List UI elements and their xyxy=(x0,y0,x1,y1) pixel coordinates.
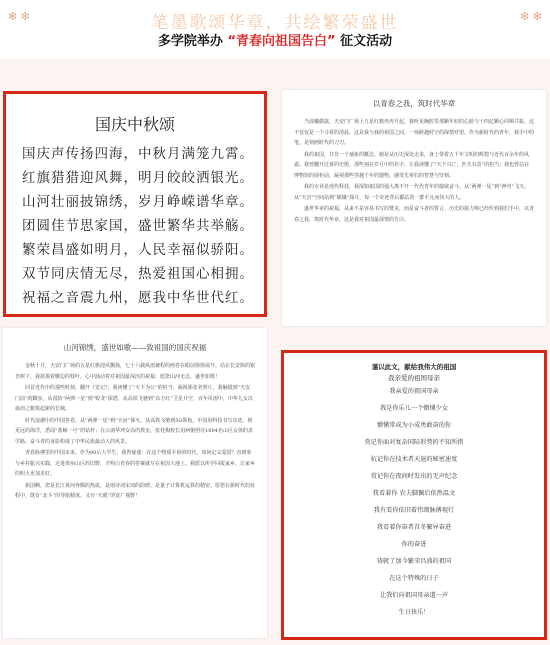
poem-line: 我看着你奋者首冬繁异奋进 xyxy=(376,524,452,531)
poem-card-national-mid-autumn xyxy=(3,91,267,317)
poem-line: 懵懂常成为小成勇敢奋的你 xyxy=(376,422,452,429)
poem-line: 山河壮丽披锦绣，岁月峥嵘谱华章。 xyxy=(22,194,254,210)
essay-title: 以青春之我，筑时代华章 xyxy=(372,99,456,108)
essay-paragraph: 当晨曦微露，天安门广场上五星红旗冉冉升起，我听见胸腔里那颗年轻的心脏与十四亿颗心同频共振。这不仅仅是一个寻常的清晨，这是我与我的祖国之间，一场跨越时空的深情对望。作为新时代的青年，我手中的笔，是刻画时代的刀刃。 xyxy=(294,119,535,146)
title-prefix: 多学院举办 xyxy=(157,34,223,49)
poem-line: 双节同庆情无尽，热爱祖国心相拥。 xyxy=(22,266,254,282)
poem-line: 抗记你在技术者天退的秘密速度 xyxy=(370,456,458,463)
header-banner xyxy=(0,0,550,58)
poem-line: 赏记你在夜间时发出的无声纪念 xyxy=(370,473,458,480)
poem-subtitle: 我亲爱的祖国母亲 xyxy=(388,374,440,382)
essay-paragraph: 祖国啊，您是长江黄河奔腾的热血，是雨诗词宋词的韵律，是量子计算机运算的精密。愿您在新时代的征程中，既有“北斗”的导航精度，又有“天眼”的宽广视野！ xyxy=(15,482,256,499)
poem-title: 国庆中秋颂 xyxy=(94,115,175,134)
poem-line: 我是你乐儿一个懵懂少女 xyxy=(379,405,449,412)
poem-line: 生日快乐！ xyxy=(398,609,430,616)
poem-line: 我亲爱的祖国母亲 xyxy=(389,388,439,395)
essay-paragraph: 盛世华章的祝福，从来不是容易书写的赞美，而是奋斗者的誓言。历史的接力棒已经传到我们手中，以青春之我，筑时代华章，这是我对祖国最深情的告白。 xyxy=(294,206,535,223)
essay-paragraph: 时代浪潮中的中国答卷，从“两弹一星”到“天问”探火，从高铁飞驰到5G领航，中国用科技书写奇迹。到更远的海洋，悉闻“蓝鲸一号”的钻杆；在云南华坪女高的教室，张桂梅校长用病躯照亮1804名山区女孩的求学路。奋斗者的身影构成了中华民族最动人的风景。 xyxy=(15,417,253,445)
poem-line: 祝福之音震九州，愿我中华世代红。 xyxy=(22,290,254,306)
poem-line: 让我们向祖国母亲道一声 xyxy=(379,592,449,599)
poem-line: 红旗猎猎迎风舞，明月皎皎洒银光。 xyxy=(22,170,254,186)
snowflake-decoration-icon: ✻ ✼ xyxy=(8,10,30,23)
essay-paragraph: 金秋十月，天安门广场的五星红旗迎风飘扬，七十六载风雨兼程的画卷在眼前徐徐展开。站在长安街的银杏树下，我抚摸着脚边的枝叶，心中涌动着对祖国最深沉的祝福：愿您山河无恙，盛世如歌！ xyxy=(15,363,256,380)
essay-title: 山河锦绣，盛世如歌——致祖国的国庆祝福 xyxy=(63,343,207,352)
poem-card-to-motherland xyxy=(281,350,547,640)
poem-line: 铸就了加今繁荣昌盛的祖国 xyxy=(376,558,452,565)
poem-line: 国庆声传扬四海，中秋月满笼九霄。 xyxy=(22,146,254,162)
poem-line: 我看着你 农夫脚佩后依然温文 xyxy=(372,490,456,497)
title-highlight: “青春向祖国告白” xyxy=(227,34,336,49)
poem-line: 繁荣昌盛如明月，人民幸福似骄阳。 xyxy=(22,242,254,258)
snowflake-decoration-icon: ✼ ✻ xyxy=(520,10,542,23)
poem-line: 赏记你面对复杂国际形势的不知所措 xyxy=(364,439,464,446)
title-suffix: 征文活动 xyxy=(340,34,393,49)
essay-paragraph: 回首近代中的那些时刻，翻开《觉记》，我读懂了“天下为公”的担当；凝视那张老照片，我触摸到“天安门前”的脚步。从国防“两弹一星”到“蛟龙”深潜，从高铁飞驰到“东方红”卫星升空，百年风雨中，中华儿女以血肉之躯筑起新的长城。 xyxy=(15,385,253,412)
essay-document-right xyxy=(282,90,546,326)
poem-line: 团圆佳节思家国，盛世繁华共举觞。 xyxy=(22,218,254,234)
essay-document-left xyxy=(3,328,267,638)
poem-line: 我有看你依旧着伟颂脉搏视行 xyxy=(373,507,455,514)
essay-paragraph: 我的祖国，并非一个抽象的概念，她是从历史深处走来，身上带着五千年文明的辉煌与近代百余年的风霜。我曾翻开泛黄的史册，那些刻在岁月中的名字，让我读懂了“天下兴亡，匹夫有责”的担当；我也曾站在博物馆的展柜前，凝视那些穿越千年的器物，感受先辈们的智慧与坚韧。 xyxy=(294,151,530,179)
poem-title: 谨以此文，献给我伟大的祖国 xyxy=(371,363,457,371)
poem-line: 在这个特殊的日子 xyxy=(389,575,439,582)
page-title xyxy=(0,30,550,49)
poem-line: 你的奋进 xyxy=(401,541,427,548)
essay-paragraph: 青春脉搏里的中国未来。作为00后大学生，我曾疑惑：在这个物质丰裕的时代，如何定义爱国？直到参与乡村振兴实践，走进贵州山区的田野，才明白青春的答案就写在祖国大地上。我愿以所学回报家乡，让家乡的明天更加美好。 xyxy=(15,450,256,477)
banner-slogan: 笔墨歌颂华章，共绘繁荣盛世 xyxy=(151,13,399,33)
essay-paragraph: 我的专业是现代科技，我深知祖国的强大离不开一代代青年的接续奋斗。从“两弹一星”到“神舟”飞天，从“天宫”空间站到“嫦娥”探月，每一个奇迹背后都站着一群平凡而伟大的人。 xyxy=(294,184,530,201)
